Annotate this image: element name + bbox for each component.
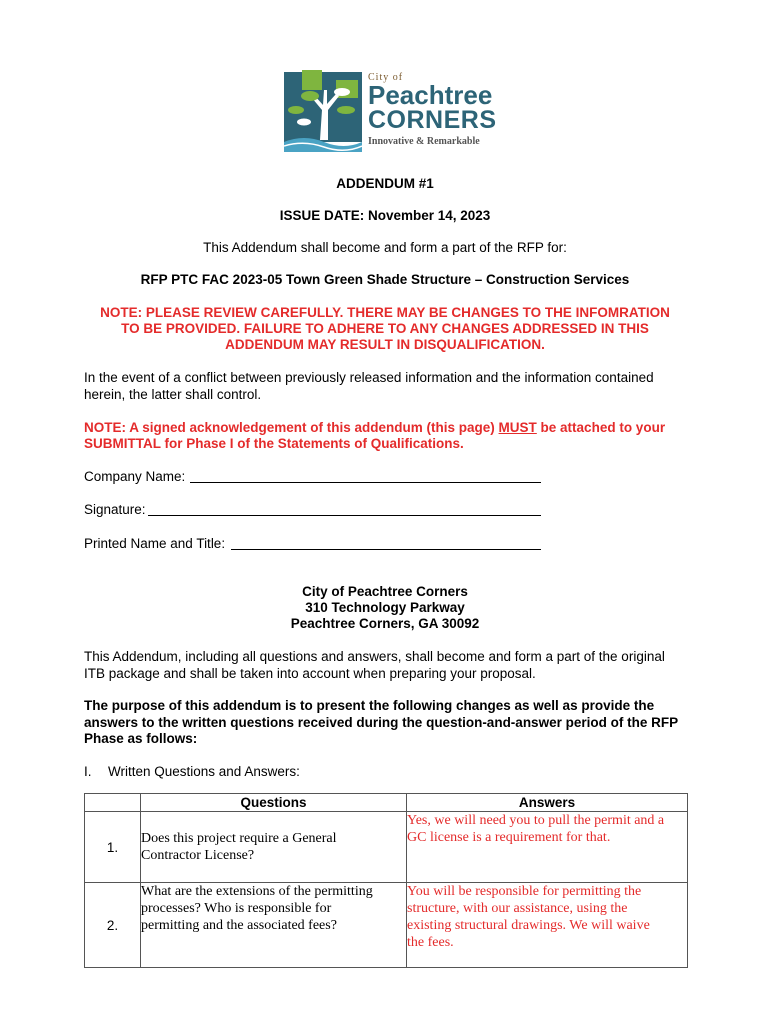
qa-question-line: Contractor License? <box>141 848 255 863</box>
qa-answer-cell <box>407 812 688 883</box>
table-row <box>85 883 688 968</box>
city-logo <box>284 70 497 152</box>
note-ack-suffix: be attached to your <box>536 420 666 435</box>
qa-answer-line: existing structural drawings. We will waive <box>407 918 650 933</box>
section-numeral: I. <box>84 764 92 779</box>
table-row <box>85 812 688 883</box>
rfp-title: RFP PTC FAC 2023-05 Town Green Shade Structure – Construction Services <box>140 272 630 287</box>
qa-table <box>84 793 688 968</box>
qa-row-num: 1. <box>85 812 141 883</box>
printed-name-label: Printed Name and Title: <box>84 536 226 551</box>
qa-question-line: Does this project require a General <box>141 831 337 846</box>
qa-question-line: permitting and the associated fees? <box>141 918 337 933</box>
qa-answer-cell <box>407 883 688 968</box>
qa-question-line: What are the extensions of the permitting <box>141 884 373 899</box>
note-ack-must: MUST <box>498 420 537 435</box>
logo-city-of: City of <box>368 72 404 83</box>
qa-header-answers: Answers <box>407 794 688 812</box>
issue-date: ISSUE DATE: November 14, 2023 <box>279 208 491 223</box>
note-review-line1: NOTE: PLEASE REVIEW CAREFULLY. THERE MAY BE CHANGES TO THE INFOMRATION <box>100 305 670 320</box>
qa-answer-line: GC license is a requirement for that. <box>407 830 611 845</box>
section-title: Written Questions and Answers: <box>108 764 300 779</box>
tree-logo-icon <box>284 70 362 152</box>
note-acknowledgement-line1 <box>84 419 690 436</box>
note-acknowledgement-line2: SUBMITTAL for Phase I of the Statements of Qualifications. <box>84 436 464 451</box>
purpose-line1: The purpose of this addendum is to present the following changes as well as provide the <box>84 698 655 713</box>
signature-label: Signature: <box>84 502 146 517</box>
qa-header-row <box>85 794 688 812</box>
address-line1: City of Peachtree Corners <box>302 584 468 599</box>
qa-question-line: processes? Who is responsible for <box>141 901 332 916</box>
note-ack-prefix: NOTE: A signed acknowledgement of this addendum (this page) <box>84 420 499 435</box>
address-line3: Peachtree Corners, GA 30092 <box>290 616 480 631</box>
qa-answer-line: structure, with our assistance, using the <box>407 901 628 916</box>
address-line2: 310 Technology Parkway <box>305 600 465 615</box>
body-line1: This Addendum, including all questions and answers, shall become and form a part of the original <box>84 649 665 664</box>
qa-answer-line: You will be responsible for permitting the <box>407 884 642 899</box>
conflict-line1: In the event of a conflict between previously released information and the information contained <box>84 370 654 385</box>
note-review-line3: ADDENDUM MAY RESULT IN DISQUALIFICATION. <box>225 337 545 352</box>
addendum-title: ADDENDUM #1 <box>336 176 434 191</box>
purpose-line3: Phase as follows: <box>84 731 198 746</box>
note-review-line2: TO BE PROVIDED. FAILURE TO ADHERE TO ANY CHANGES ADDRESSED IN THIS <box>121 321 649 336</box>
logo-peachtree: Peachtree <box>368 80 493 110</box>
rfp-intro: This Addendum shall become and form a part of the RFP for: <box>203 240 567 255</box>
signature-field[interactable] <box>148 515 541 516</box>
body-line2: ITB package and shall be taken into account when preparing your proposal. <box>84 666 536 681</box>
conflict-line2: herein, the latter shall control. <box>84 387 262 402</box>
printed-name-field[interactable] <box>231 549 541 550</box>
qa-answer-line: the fees. <box>407 935 454 950</box>
qa-question-cell <box>141 812 407 883</box>
qa-row-num: 2. <box>85 883 141 968</box>
purpose-line2: answers to the written questions received during the question-and-answer period of the RFP <box>84 715 679 730</box>
qa-answer-line: Yes, we will need you to pull the permit and a <box>407 813 665 828</box>
qa-header-num <box>85 794 141 812</box>
qa-header-questions: Questions <box>141 794 407 812</box>
company-name-label: Company Name: <box>84 469 186 484</box>
logo-corners: CORNERS <box>368 106 497 134</box>
company-name-field[interactable] <box>190 482 541 483</box>
qa-question-cell <box>141 883 407 968</box>
logo-tagline: Innovative & Remarkable <box>368 136 480 147</box>
